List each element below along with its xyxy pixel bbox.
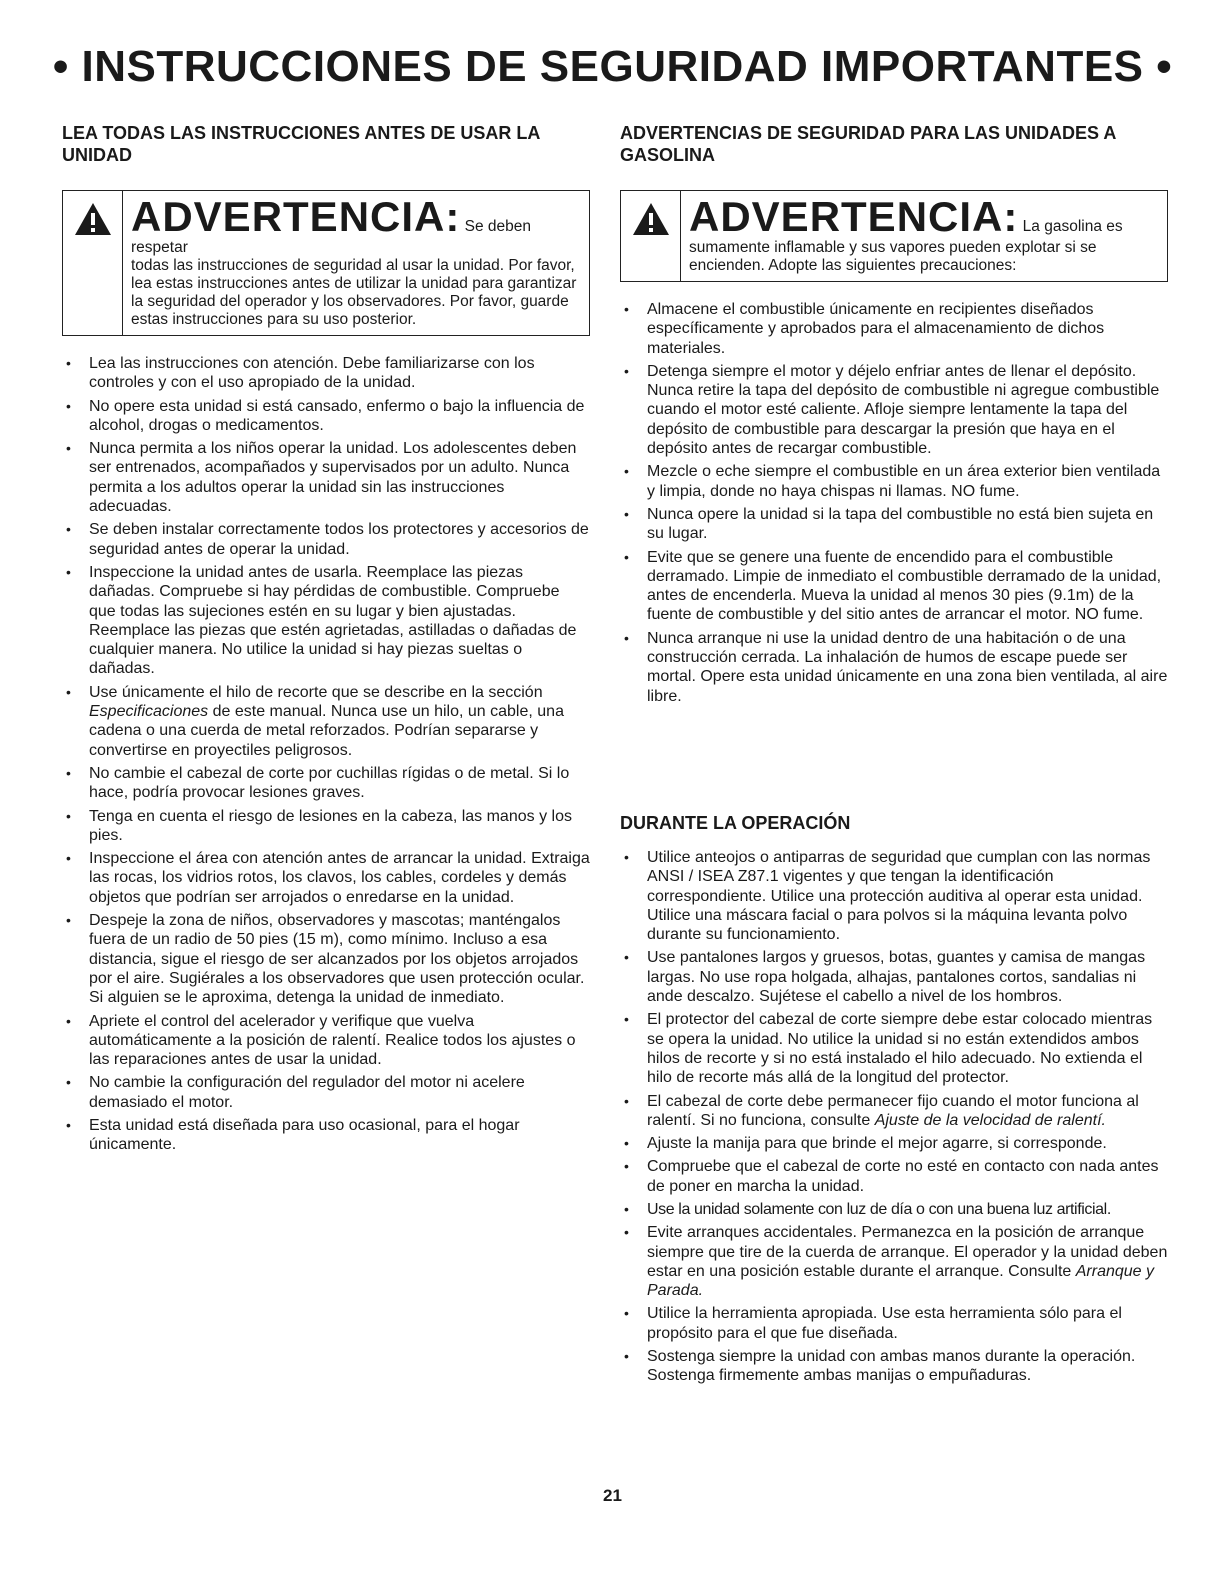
list-item bbox=[62, 683, 590, 760]
right-warning-icon-cell bbox=[621, 191, 681, 281]
list-item: • Nunca arranque ni use la unidad dentro de una habitación o de una construcción cerrada. La inhalación de humos de escape puede ser mortal. Opere esta unidad únicamente en una zona bien ventilada, al aire libre. bbox=[620, 629, 1168, 706]
list-item: • Utilice anteojos o antiparras de seguridad que cumplan con las normas ANSI / ISEA Z87.1 vigentes y que tengan la identificación correspondiente. Utilice una protección auditiva al operar esta unidad. Utilice una máscara facial o para polvos si la máquina levanta polvo durante su funcionamiento. bbox=[620, 848, 1168, 944]
list-item-text: Use únicamente el hilo de recorte que se describe en la sección bbox=[89, 683, 543, 701]
right-warning-body: sumamente inflamable y sus vapores pueden explotar si se encienden. Adopte las siguientes precauciones: bbox=[689, 239, 1097, 274]
list-item: • Sostenga siempre la unidad con ambas manos durante la operación. Sostenga firmemente ambas manijas o empuñaduras. bbox=[620, 1347, 1168, 1386]
right-column bbox=[620, 122, 1168, 1390]
left-section-heading: LEA TODAS LAS INSTRUCCIONES ANTES DE USAR LA UNIDAD bbox=[62, 123, 540, 165]
right-warning-word: ADVERTENCIA: bbox=[689, 193, 1019, 240]
left-warning-text bbox=[123, 191, 589, 335]
right-warning-text bbox=[681, 191, 1167, 281]
list-item bbox=[620, 1092, 1168, 1131]
list-item: • Evite que se genere una fuente de encendido para el combustible derramado. Limpie de inmediato el combustible derramado de la unidad, antes de encenderla. Mueva la unidad al menos 30 pies (9.1m) de la fuente de combustible y del sitio antes de arrancar el motor. NO fume. bbox=[620, 548, 1168, 625]
list-item: • Use la unidad solamente con luz de día o con una buena luz artificial. bbox=[620, 1200, 1168, 1219]
right-warning-lead: La gasolina es bbox=[1022, 218, 1123, 235]
list-item-emphasis: Especificaciones bbox=[89, 703, 209, 721]
warning-triangle-icon bbox=[631, 201, 671, 237]
list-item: • No cambie el cabezal de corte por cuchillas rígidas o de metal. Si lo hace, podría provocar lesiones graves. bbox=[62, 764, 590, 803]
list-item: • Inspeccione la unidad antes de usarla. Reemplace las piezas dañadas. Compruebe si hay pérdidas de combustible. Compruebe que todas las sujeciones estén en su lugar y bien ajustadas. Reemplace las piezas que estén agrietadas, astilladas o dañadas de cualquier manera. No utilice la unidad si hay piezas sueltas o dañadas. bbox=[62, 563, 590, 679]
operation-heading: DURANTE LA OPERACIÓN bbox=[620, 812, 851, 833]
list-item: • Compruebe que el cabezal de corte no esté en contacto con nada antes de poner en marcha la unidad. bbox=[620, 1157, 1168, 1196]
operation-bullet-list bbox=[620, 848, 1168, 1386]
page-title: • INSTRUCCIONES DE SEGURIDAD IMPORTANTES • bbox=[52, 42, 1173, 91]
list-item: • Nunca opere la unidad si la tapa del combustible no está bien sujeta en su lugar. bbox=[620, 505, 1168, 544]
left-warning-icon-cell bbox=[63, 191, 123, 335]
right-bullet-list bbox=[620, 300, 1168, 706]
list-item: • Ajuste la manija para que brinde el mejor agarre, si corresponde. bbox=[620, 1134, 1168, 1153]
list-item: • Apriete el control del acelerador y verifique que vuelva automáticamente a la posición de ralentí. Realice todos los ajustes o las reparaciones antes de usar la unidad. bbox=[62, 1012, 590, 1070]
list-item: • Despeje la zona de niños, observadores y mascotas; manténgalos fuera de un radio de 50 pies (15 m), como mínimo. Incluso a esa distancia, sigue el riesgo de ser alcanzados por los objetos arrojados por el aire. Sugiérales a los observadores que usen protección ocular. Si alguien se le aproxima, detenga la unidad de inmediato. bbox=[62, 911, 590, 1007]
list-item: • Se deben instalar correctamente todos los protectores y accesorios de seguridad antes de operar la unidad. bbox=[62, 520, 590, 559]
left-bullet-list bbox=[62, 354, 590, 1155]
left-column bbox=[62, 122, 590, 1159]
right-warning-box bbox=[620, 190, 1168, 282]
list-item: • Utilice la herramienta apropiada. Use esta herramienta sólo para el propósito para el que fue diseñada. bbox=[620, 1304, 1168, 1343]
list-item: • No cambie la configuración del regulador del motor ni acelere demasiado el motor. bbox=[62, 1073, 590, 1112]
left-warning-lead: Se deben respetar bbox=[131, 218, 532, 256]
list-item-text: Evite arranques accidentales. Permanezca en la posición de arranque siempre que tire de la cuerda de arranque. El operador y la unidad deben estar en una posición estable durante el arranque. Consulte bbox=[647, 1224, 1168, 1280]
list-item: • Almacene el combustible únicamente en recipientes diseñados específicamente y aprobados para el almacenamiento de dichos materiales. bbox=[620, 300, 1168, 358]
list-item: • Detenga siempre el motor y déjelo enfriar antes de llenar el depósito. Nunca retire la tapa del depósito de combustible ni agregue combustible cuando el motor esté caliente. Afloje siempre lentamente la tapa del depósito de combustible para descargar la presión que haya en el depósito antes de recargar combustible. bbox=[620, 362, 1168, 458]
left-warning-box bbox=[62, 190, 590, 336]
list-item-emphasis: Ajuste de la velocidad de ralentí. bbox=[874, 1111, 1106, 1129]
left-warning-word: ADVERTENCIA: bbox=[131, 193, 461, 240]
page-number: 21 bbox=[603, 1486, 622, 1505]
list-item-text: de este manual. Nunca use un hilo, un cable, una cadena o una cuerda de metal reforzados. Podrían separarse y convertirse en proyectiles peligrosos. bbox=[89, 703, 564, 759]
list-item: • Mezcle o eche siempre el combustible en un área exterior bien ventilada y limpia, donde no haya chispas ni llamas. NO fume. bbox=[620, 462, 1168, 501]
left-warning-body: todas las instrucciones de seguridad al usar la unidad. Por favor, lea estas instrucciones antes de utilizar la unidad para garantizar la seguridad del operador y los observadores. Por favor, guarde estas instrucciones para su uso posterior. bbox=[131, 257, 577, 328]
list-item bbox=[620, 1223, 1168, 1300]
warning-triangle-icon bbox=[73, 201, 113, 237]
list-item-emphasis: Arranque y Parada. bbox=[647, 1262, 1154, 1300]
list-item: • Esta unidad está diseñada para uso ocasional, para el hogar únicamente. bbox=[62, 1116, 590, 1155]
list-item: • No opere esta unidad si está cansado, enfermo o bajo la influencia de alcohol, drogas o medicamentos. bbox=[62, 397, 590, 436]
list-item: • Use pantalones largos y gruesos, botas, guantes y camisa de mangas largas. No use ropa holgada, alhajas, pantalones cortos, sandalias ni ande descalzo. Sujétese el cabello a nivel de los hombros. bbox=[620, 948, 1168, 1006]
list-item: • El protector del cabezal de corte siempre debe estar colocado mientras se opera la unidad. No utilice la unidad si no están extendidos ambos hilos de recorte y si no está instalado el hilo adecuado. No extienda el hilo de recorte más allá de la longitud del protector. bbox=[620, 1010, 1168, 1087]
list-item-text: El cabezal de corte debe permanecer fijo cuando el motor funciona al ralentí. Si no funciona, consulte bbox=[647, 1092, 1139, 1129]
list-item: • Tenga en cuenta el riesgo de lesiones en la cabeza, las manos y los pies. bbox=[62, 807, 590, 846]
list-item: • Lea las instrucciones con atención. Debe familiarizarse con los controles y con el uso apropiado de la unidad. bbox=[62, 354, 590, 393]
right-section-heading: ADVERTENCIAS DE SEGURIDAD PARA LAS UNIDADES A GASOLINA bbox=[620, 123, 1116, 165]
list-item: • Inspeccione el área con atención antes de arrancar la unidad. Extraiga las rocas, los vidrios rotos, los clavos, los cables, cordeles y demás objetos que podrían ser arrojados o enredarse en la unidad. bbox=[62, 849, 590, 907]
list-item: • Nunca permita a los niños operar la unidad. Los adolescentes deben ser entrenados, acompañados y supervisados por un adulto. Nunca permita a los adultos operar la unidad sin las instrucciones adecuadas. bbox=[62, 439, 590, 516]
